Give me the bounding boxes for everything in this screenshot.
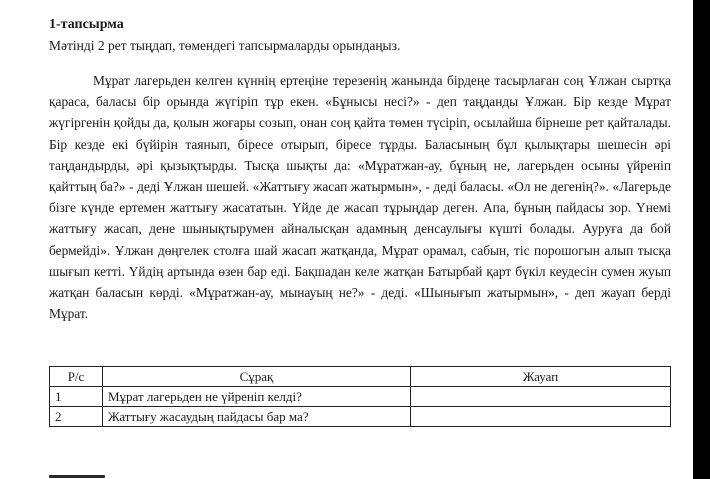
header-number: Р/с [50,367,103,387]
row-answer-cell[interactable] [411,407,671,427]
row-answer-cell[interactable] [411,387,671,407]
row-number: 1 [50,387,103,407]
table-header-row [50,367,671,387]
row-number: 2 [50,407,103,427]
task-title: 1-тапсырма [49,17,124,32]
question-answer-table [49,366,671,427]
table-row [50,407,671,427]
table-row [50,387,671,407]
passage-text: Мұрат лагерьден келген күннің ертеңіне терезенің жанында бірдеңе тасырлаған соң Ұлжан сыртқа қараса, баласы бір орында жүгіріп тұр екен. «Бұнысы несі?» - деп таңданды Ұлжан. Бір кезде Мұрат жүгіргенін қойды да, қолын жоғары созып, онан соң қайта төмен түсіріп, осылайша бірнеше рет қайталады. Бір кезде екі бүйірін таянып, біресе отырып, біресе тұрды. Баласының бұл қылықтары шешесін әрі таңдандырды, әрі қызықтырды. Тысқа шықты да: «Мұратжан-ау, бұның не, лагерьден осыны үйреніп қайттың ба?» - деді Ұлжан шешей. «Жаттығу жасап жатырмын», - деді баласы. «Ол не дегенің?». «Лагерьде бізге күнде ертемен жаттығу жасататын. Үйде де жасап тұрыңдар деген. Апа, бұның пайдасы зор. Үнемі жаттығу жасап, дене шынықтырумен айналысқан адамның денсаулығы күшті болады. Ауруға да бой бермейді». Ұлжан дөңгелек столға шай жасап жатқанда, Мұрат орамал, сабын, тіс порошогын алып тысқа шығып кетті. Үйдің артында өзен бар еді. Бақшадан келе жатқан Батырбай қарт бүкіл кеудесін сумен жуып жатқан баласын көрді. «Мұратжан-ау, мынауың не?» - деді. «Шынығып жатырмын», - деп жауап берді Мұрат. [49,73,671,322]
header-answer: Жауап [411,367,671,387]
row-question: Мұрат лагерьден не үйреніп келді? [103,387,411,407]
task-instruction: Мәтінді 2 рет тыңдап, төмендегі тапсырмаларды орындаңыз. [49,38,401,53]
screen-edge-bar [693,0,710,479]
cut-off-next-heading [49,470,105,478]
row-question: Жаттығу жасаудың пайдасы бар ма? [103,407,411,427]
header-question: Сұрақ [103,367,411,387]
